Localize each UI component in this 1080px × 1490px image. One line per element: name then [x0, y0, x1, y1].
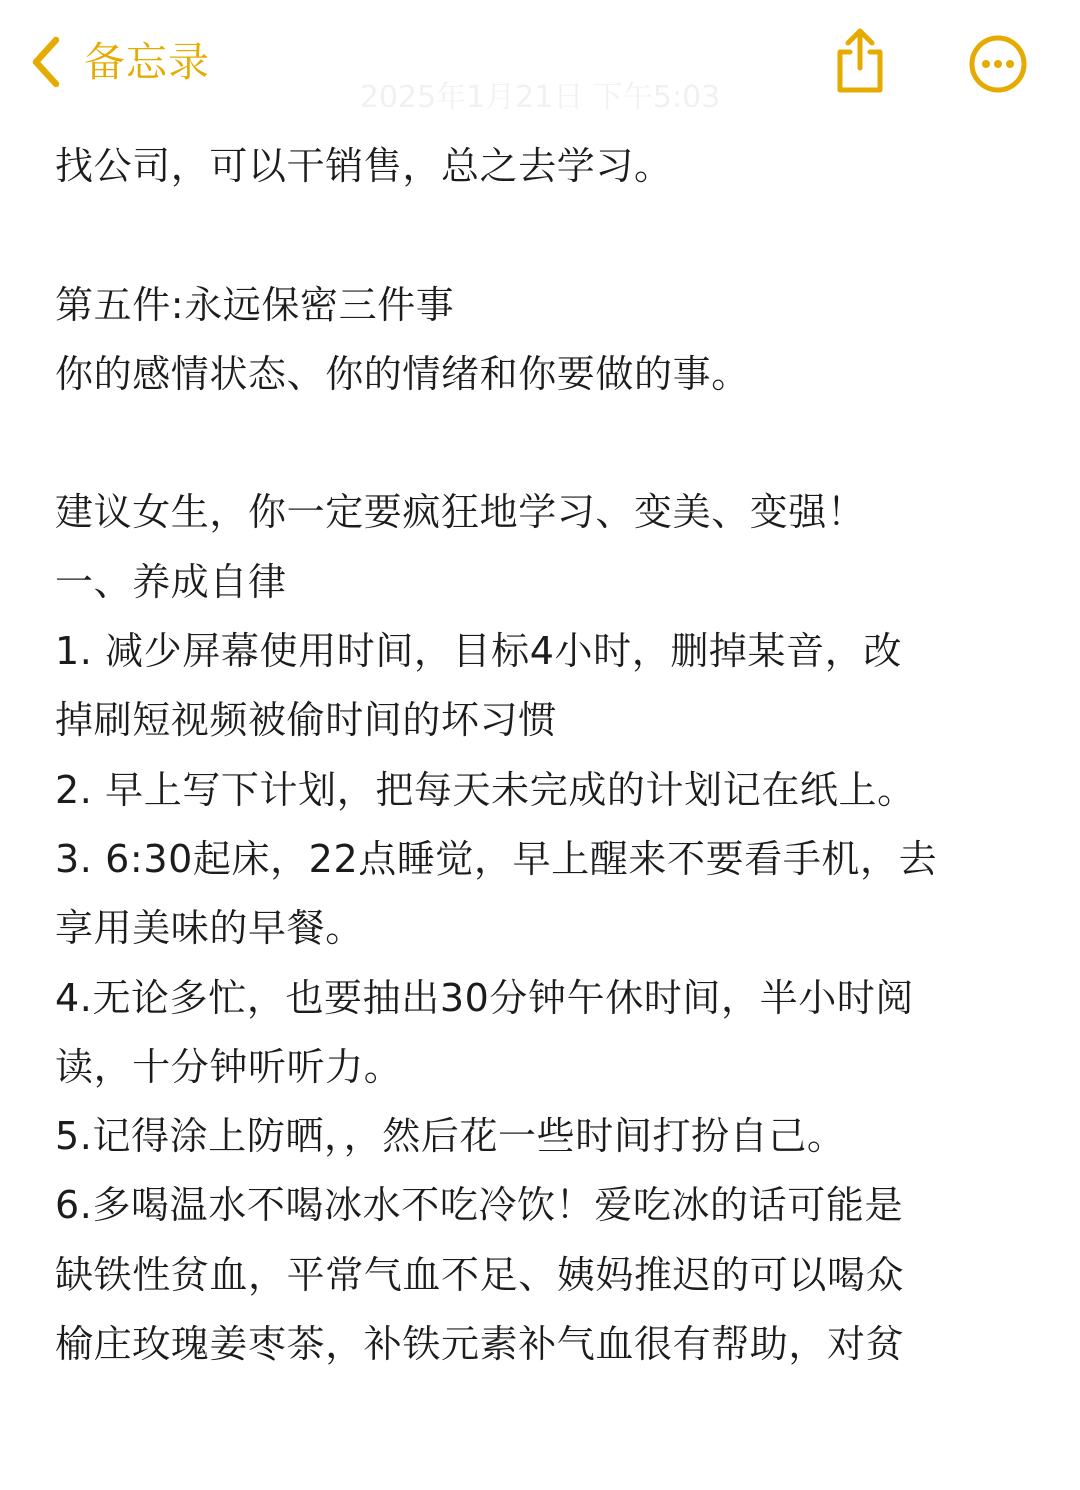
- note-line: 你的感情状态、你的情绪和你要做的事。: [55, 351, 750, 396]
- blank-line: [55, 201, 1045, 270]
- note-line: 2. 早上写下计划，把每天未完成的计划记在纸上。: [55, 767, 916, 812]
- note-line: 建议女生，你一定要疯狂地学习、变美、变强！: [55, 490, 866, 535]
- note-line: 读，十分钟听听力。: [55, 1044, 403, 1089]
- note-line: 3. 6:30起床，22点睡觉，早上醒来不要看手机，去: [55, 836, 938, 881]
- note-line: 第五件:永远保密三件事: [55, 282, 455, 327]
- note-timestamp: 2025年1月21日 下午5:03: [359, 80, 721, 115]
- note-line: 1. 减少屏幕使用时间，目标4小时，删掉某音，改: [55, 629, 902, 674]
- note-line: 掉刷短视频被偷时间的坏习惯: [55, 698, 557, 743]
- blank-line: [55, 409, 1045, 478]
- note-line: 6.多喝温水不喝冰水不吃冷饮！爱吃冰的话可能是: [55, 1183, 904, 1228]
- note-line: 享用美味的早餐。: [55, 906, 364, 951]
- note-line: 5.记得涂上防晒，，然后花一些时间打扮自己。: [55, 1114, 846, 1159]
- note-line: 找公司，可以干销售，总之去学习。: [55, 144, 673, 188]
- note-line: 榆庄玫瑰姜枣茶，补铁元素补气血很有帮助，对贫: [55, 1322, 905, 1367]
- back-label: 备忘录: [84, 38, 210, 86]
- note-line: 一、养成自律: [55, 559, 287, 604]
- note-body[interactable]: [55, 132, 1045, 1379]
- note-line: 缺铁性贫血，平常气血不足、姨妈推迟的可以喝众: [55, 1252, 905, 1297]
- note-line: 4.无论多忙，也要抽出30分钟午休时间，半小时阅: [55, 975, 915, 1020]
